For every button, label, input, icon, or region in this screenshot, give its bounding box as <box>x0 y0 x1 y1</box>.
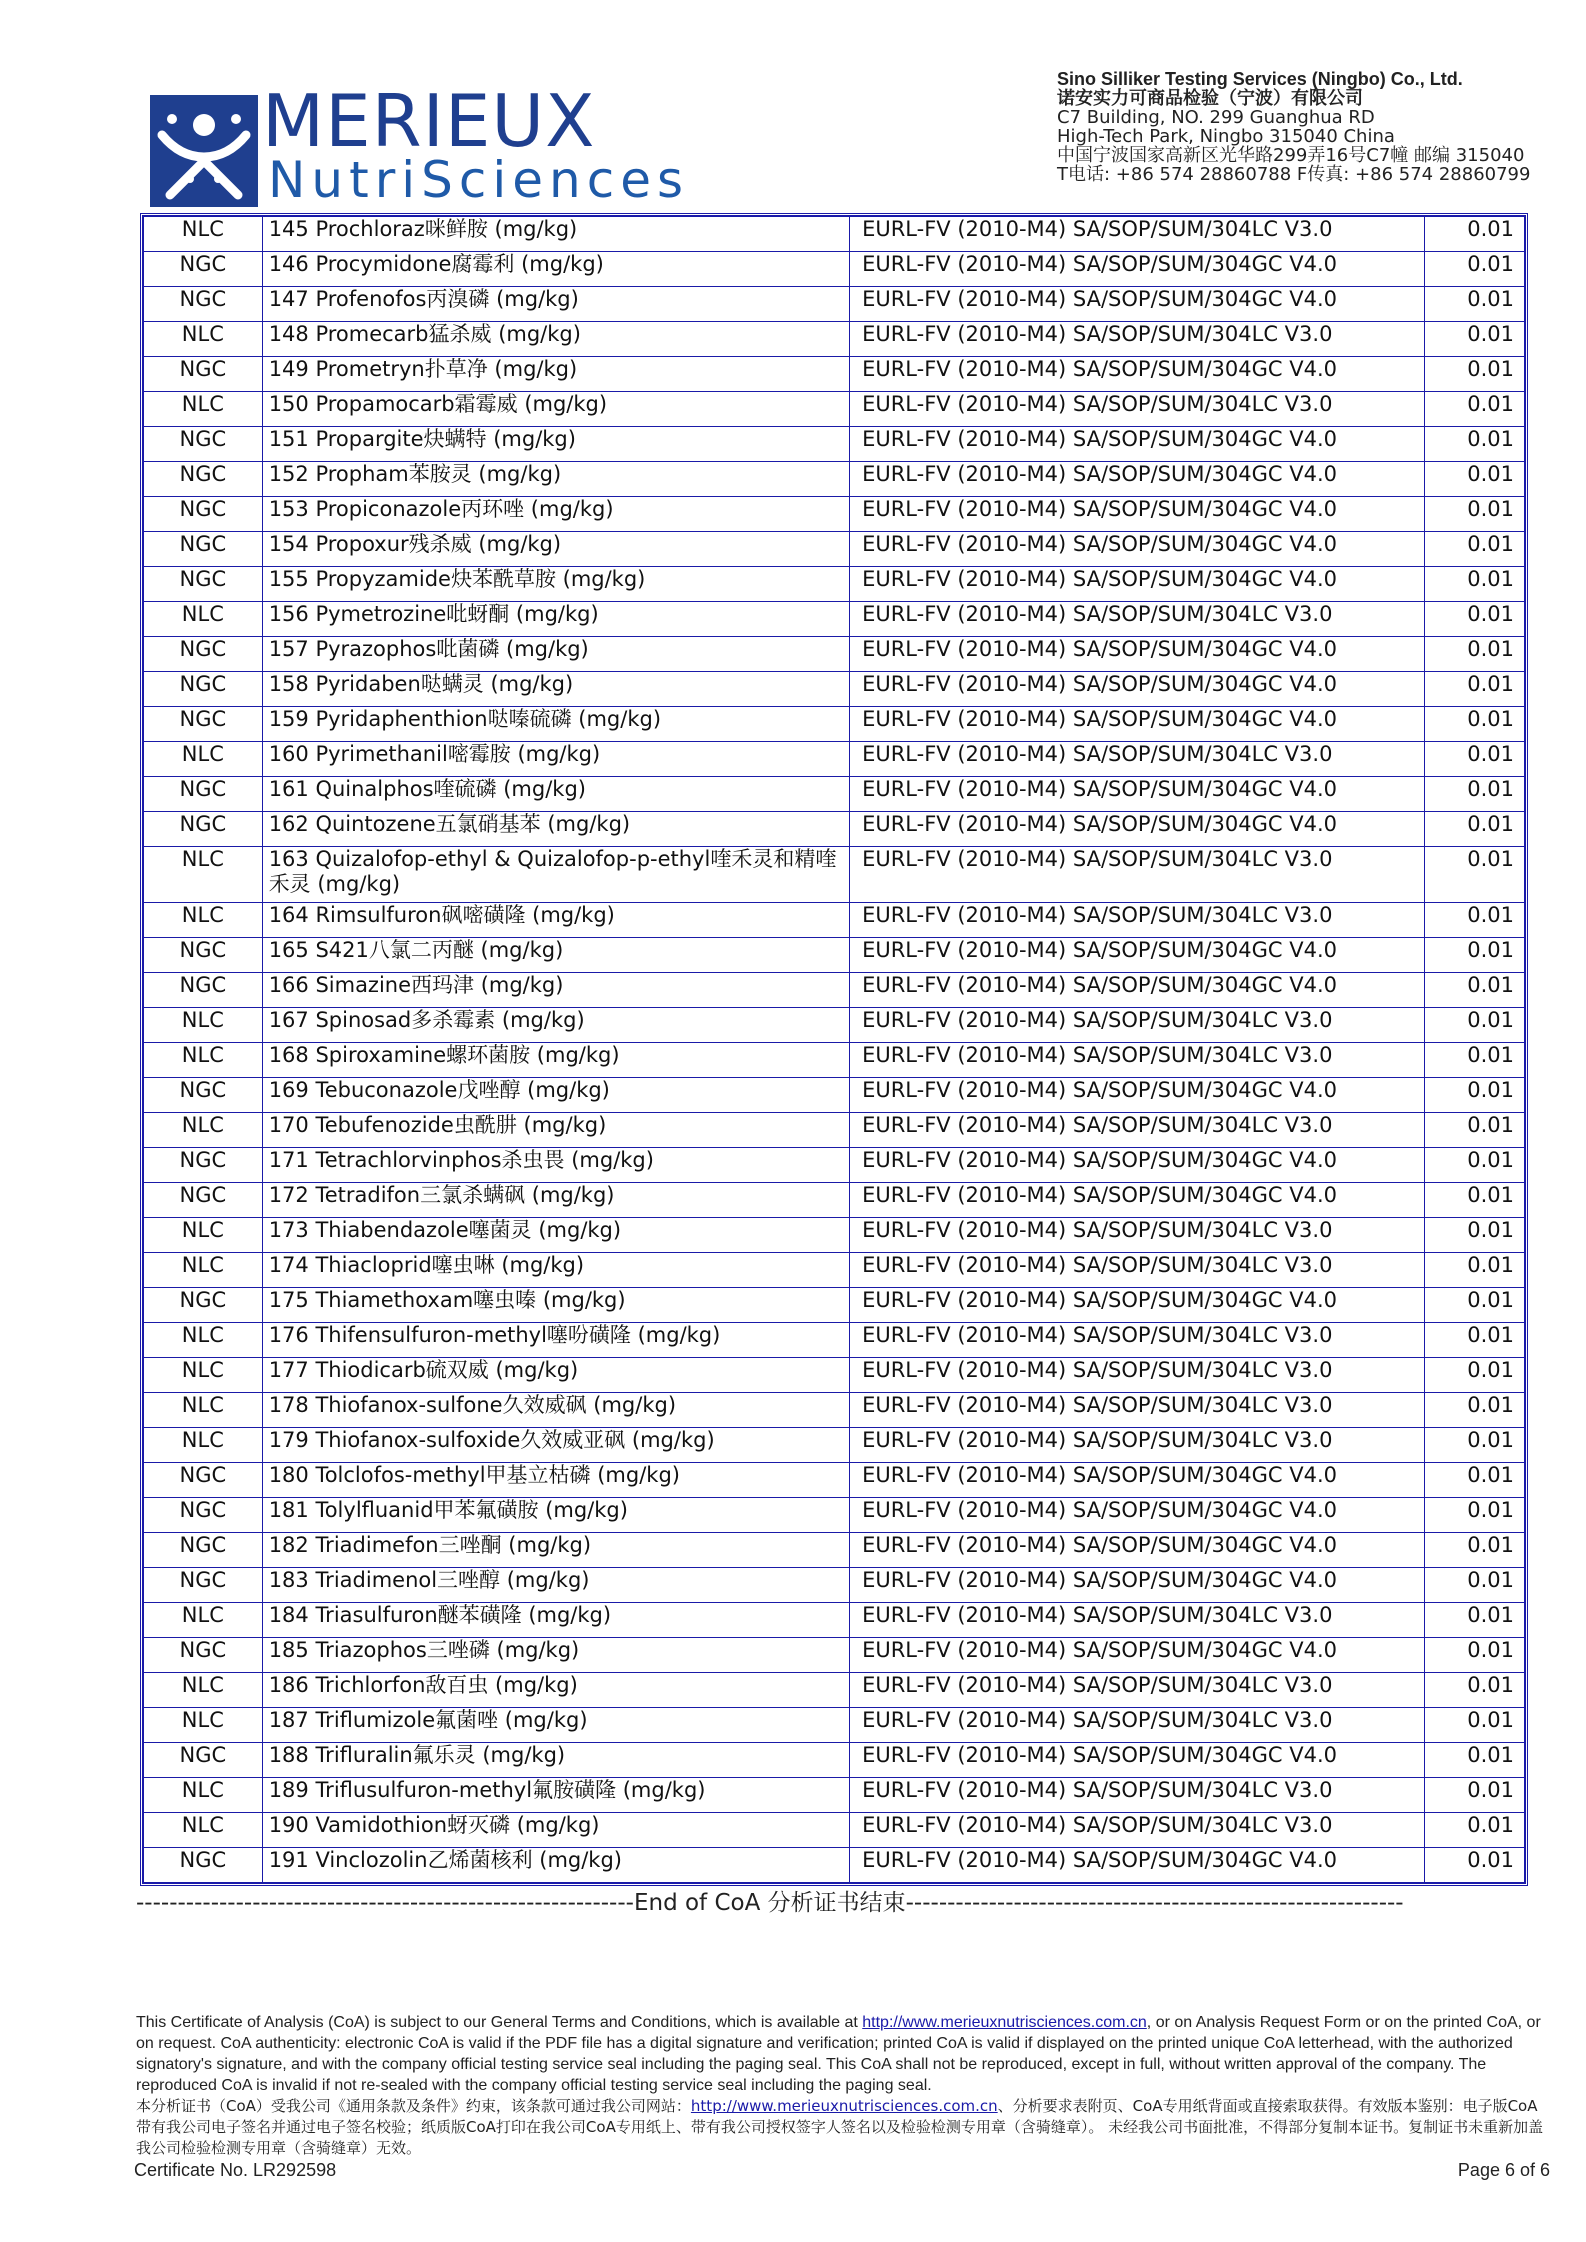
cell-method: EURL-FV (2010-M4) SA/SOP/SUM/304GC V4.0 <box>850 1463 1425 1498</box>
certificate-number: Certificate No. LR292598 <box>134 2160 337 2180</box>
cell-item: 179 Thiofanox-sulfoxide久效威亚砜 (mg/kg) <box>262 1428 849 1463</box>
cell-type: NGC <box>144 1848 263 1883</box>
cell-item: 161 Quinalphos喹硫磷 (mg/kg) <box>262 777 849 812</box>
cell-value: 0.01 <box>1425 497 1525 532</box>
cell-method: EURL-FV (2010-M4) SA/SOP/SUM/304GC V4.0 <box>850 1848 1425 1883</box>
cell-item: 168 Spiroxamine螺环菌胺 (mg/kg) <box>262 1043 849 1078</box>
results-table-body <box>144 217 1525 1883</box>
cell-method: EURL-FV (2010-M4) SA/SOP/SUM/304LC V3.0 <box>850 847 1425 903</box>
table-row <box>144 462 1525 497</box>
cell-value: 0.01 <box>1425 1008 1525 1043</box>
company-name-cn: 诺安实力可商品检验（宁波）有限公司 <box>1057 88 1363 109</box>
cell-method: EURL-FV (2010-M4) SA/SOP/SUM/304GC V4.0 <box>850 672 1425 707</box>
cell-item: 148 Promecarb猛杀威 (mg/kg) <box>262 322 849 357</box>
cell-item: 171 Tetrachlorvinphos杀虫畏 (mg/kg) <box>262 1148 849 1183</box>
cell-method: EURL-FV (2010-M4) SA/SOP/SUM/304LC V3.0 <box>850 217 1425 252</box>
cell-method: EURL-FV (2010-M4) SA/SOP/SUM/304GC V4.0 <box>850 707 1425 742</box>
cell-type: NLC <box>144 742 263 777</box>
table-row <box>144 1638 1525 1673</box>
cell-method: EURL-FV (2010-M4) SA/SOP/SUM/304GC V4.0 <box>850 357 1425 392</box>
cell-method: EURL-FV (2010-M4) SA/SOP/SUM/304LC V3.0 <box>850 1778 1425 1813</box>
table-row <box>144 1043 1525 1078</box>
cell-method: EURL-FV (2010-M4) SA/SOP/SUM/304LC V3.0 <box>850 392 1425 427</box>
cell-type: NLC <box>144 903 263 938</box>
table-row <box>144 742 1525 777</box>
cell-type: NGC <box>144 287 263 322</box>
cell-type: NGC <box>144 1148 263 1183</box>
cell-method: EURL-FV (2010-M4) SA/SOP/SUM/304GC V4.0 <box>850 462 1425 497</box>
cell-value: 0.01 <box>1425 462 1525 497</box>
cell-item: 186 Trichlorfon敌百虫 (mg/kg) <box>262 1673 849 1708</box>
cell-method: EURL-FV (2010-M4) SA/SOP/SUM/304LC V3.0 <box>850 1813 1425 1848</box>
cell-method: EURL-FV (2010-M4) SA/SOP/SUM/304GC V4.0 <box>850 973 1425 1008</box>
cell-method: EURL-FV (2010-M4) SA/SOP/SUM/304LC V3.0 <box>850 742 1425 777</box>
company-address-line1: C7 Building, NO. 299 Guanghua RD <box>1057 107 1375 128</box>
cell-type: NGC <box>144 462 263 497</box>
table-row <box>144 357 1525 392</box>
cell-type: NLC <box>144 1603 263 1638</box>
cell-value: 0.01 <box>1425 1743 1525 1778</box>
cell-item: 170 Tebufenozide虫酰肼 (mg/kg) <box>262 1113 849 1148</box>
cell-item: 154 Propoxur残杀威 (mg/kg) <box>262 532 849 567</box>
cell-method: EURL-FV (2010-M4) SA/SOP/SUM/304GC V4.0 <box>850 1498 1425 1533</box>
cell-item: 187 Triflumizole氟菌唑 (mg/kg) <box>262 1708 849 1743</box>
cell-type: NLC <box>144 1113 263 1148</box>
cell-method: EURL-FV (2010-M4) SA/SOP/SUM/304LC V3.0 <box>850 1008 1425 1043</box>
cell-item: 175 Thiamethoxam噻虫嗪 (mg/kg) <box>262 1288 849 1323</box>
cell-method: EURL-FV (2010-M4) SA/SOP/SUM/304GC V4.0 <box>850 1743 1425 1778</box>
cell-method: EURL-FV (2010-M4) SA/SOP/SUM/304LC V3.0 <box>850 1708 1425 1743</box>
cell-item: 169 Tebuconazole戊唑醇 (mg/kg) <box>262 1078 849 1113</box>
cell-value: 0.01 <box>1425 847 1525 903</box>
cell-type: NGC <box>144 1743 263 1778</box>
cell-value: 0.01 <box>1425 1568 1525 1603</box>
cell-item: 178 Thiofanox-sulfone久效威砜 (mg/kg) <box>262 1393 849 1428</box>
cell-type: NGC <box>144 1638 263 1673</box>
table-row <box>144 1218 1525 1253</box>
cell-value: 0.01 <box>1425 392 1525 427</box>
cell-type: NGC <box>144 1568 263 1603</box>
cell-item: 158 Pyridaben哒螨灵 (mg/kg) <box>262 672 849 707</box>
cell-method: EURL-FV (2010-M4) SA/SOP/SUM/304GC V4.0 <box>850 938 1425 973</box>
disclaimer <box>136 2012 1546 2159</box>
cell-value: 0.01 <box>1425 1813 1525 1848</box>
table-row <box>144 1708 1525 1743</box>
cell-item: 149 Prometryn扑草净 (mg/kg) <box>262 357 849 392</box>
cell-value: 0.01 <box>1425 1603 1525 1638</box>
cell-method: EURL-FV (2010-M4) SA/SOP/SUM/304GC V4.0 <box>850 427 1425 462</box>
cell-value: 0.01 <box>1425 903 1525 938</box>
cell-value: 0.01 <box>1425 812 1525 847</box>
cell-type: NGC <box>144 812 263 847</box>
table-row <box>144 1778 1525 1813</box>
cell-value: 0.01 <box>1425 1113 1525 1148</box>
table-row <box>144 1603 1525 1638</box>
cell-item: 165 S421八氯二丙醚 (mg/kg) <box>262 938 849 973</box>
cell-item: 177 Thiodicarb硫双威 (mg/kg) <box>262 1358 849 1393</box>
cell-value: 0.01 <box>1425 567 1525 602</box>
table-row <box>144 1358 1525 1393</box>
cell-method: EURL-FV (2010-M4) SA/SOP/SUM/304LC V3.0 <box>850 1603 1425 1638</box>
table-row <box>144 1743 1525 1778</box>
cell-value: 0.01 <box>1425 1218 1525 1253</box>
cell-value: 0.01 <box>1425 357 1525 392</box>
cell-item: 151 Propargite炔螨特 (mg/kg) <box>262 427 849 462</box>
table-row <box>144 1113 1525 1148</box>
table-row <box>144 602 1525 637</box>
table-row <box>144 1183 1525 1218</box>
cell-method: EURL-FV (2010-M4) SA/SOP/SUM/304LC V3.0 <box>850 1358 1425 1393</box>
cell-value: 0.01 <box>1425 287 1525 322</box>
cell-value: 0.01 <box>1425 1673 1525 1708</box>
disclaimer-cn <box>136 2096 1546 2159</box>
cell-item: 180 Tolclofos-methyl甲基立枯磷 (mg/kg) <box>262 1463 849 1498</box>
cell-item: 157 Pyrazophos吡菌磷 (mg/kg) <box>262 637 849 672</box>
disclaimer-cn-text: 本分析证书（CoA）受我公司《通用条款及条件》约束，该条款可通过我公司网站： <box>136 2097 691 2115</box>
cell-item: 159 Pyridaphenthion哒嗪硫磷 (mg/kg) <box>262 707 849 742</box>
table-row <box>144 322 1525 357</box>
cell-value: 0.01 <box>1425 1428 1525 1463</box>
table-row <box>144 1463 1525 1498</box>
cell-type: NGC <box>144 777 263 812</box>
table-row <box>144 812 1525 847</box>
cell-value: 0.01 <box>1425 602 1525 637</box>
table-row <box>144 1533 1525 1568</box>
cell-item: 166 Simazine西玛津 (mg/kg) <box>262 973 849 1008</box>
table-row <box>144 1008 1525 1043</box>
cell-item: 167 Spinosad多杀霉素 (mg/kg) <box>262 1008 849 1043</box>
cell-item: 172 Tetradifon三氯杀螨砜 (mg/kg) <box>262 1183 849 1218</box>
cell-value: 0.01 <box>1425 1253 1525 1288</box>
table-row <box>144 287 1525 322</box>
cell-type: NLC <box>144 1043 263 1078</box>
cell-type: NGC <box>144 357 263 392</box>
cell-type: NGC <box>144 938 263 973</box>
cell-method: EURL-FV (2010-M4) SA/SOP/SUM/304GC V4.0 <box>850 497 1425 532</box>
cell-value: 0.01 <box>1425 427 1525 462</box>
cell-method: EURL-FV (2010-M4) SA/SOP/SUM/304GC V4.0 <box>850 812 1425 847</box>
cell-item: 160 Pyrimethanil嘧霉胺 (mg/kg) <box>262 742 849 777</box>
table-row <box>144 1813 1525 1848</box>
cell-value: 0.01 <box>1425 973 1525 1008</box>
cell-method: EURL-FV (2010-M4) SA/SOP/SUM/304LC V3.0 <box>850 1323 1425 1358</box>
company-info <box>1057 70 1577 184</box>
cell-item: 188 Trifluralin氟乐灵 (mg/kg) <box>262 1743 849 1778</box>
table-row <box>144 1673 1525 1708</box>
table-row <box>144 1848 1525 1883</box>
table-row <box>144 847 1525 903</box>
cell-method: EURL-FV (2010-M4) SA/SOP/SUM/304GC V4.0 <box>850 777 1425 812</box>
cell-method: EURL-FV (2010-M4) SA/SOP/SUM/304LC V3.0 <box>850 1428 1425 1463</box>
cell-item: 184 Triasulfuron醚苯磺隆 (mg/kg) <box>262 1603 849 1638</box>
cell-method: EURL-FV (2010-M4) SA/SOP/SUM/304GC V4.0 <box>850 1638 1425 1673</box>
cell-type: NLC <box>144 322 263 357</box>
cell-type: NLC <box>144 392 263 427</box>
cell-item: 156 Pymetrozine吡蚜酮 (mg/kg) <box>262 602 849 637</box>
table-row <box>144 392 1525 427</box>
table-row <box>144 938 1525 973</box>
cell-item: 163 Quizalofop-ethyl & Quizalofop-p-ethyl喹禾灵和精喹禾灵 (mg/kg) <box>262 847 849 903</box>
merieux-logo <box>150 79 690 209</box>
cell-method: EURL-FV (2010-M4) SA/SOP/SUM/304LC V3.0 <box>850 1393 1425 1428</box>
cell-value: 0.01 <box>1425 1463 1525 1498</box>
cell-method: EURL-FV (2010-M4) SA/SOP/SUM/304GC V4.0 <box>850 1183 1425 1218</box>
table-row <box>144 777 1525 812</box>
cell-item: 147 Profenofos丙溴磷 (mg/kg) <box>262 287 849 322</box>
cell-value: 0.01 <box>1425 322 1525 357</box>
cell-method: EURL-FV (2010-M4) SA/SOP/SUM/304LC V3.0 <box>850 602 1425 637</box>
cell-type: NGC <box>144 1288 263 1323</box>
cell-type: NGC <box>144 973 263 1008</box>
cell-item: 173 Thiabendazole噻菌灵 (mg/kg) <box>262 1218 849 1253</box>
cell-type: NGC <box>144 1533 263 1568</box>
cell-type: NGC <box>144 532 263 567</box>
cell-value: 0.01 <box>1425 1848 1525 1883</box>
cell-type: NLC <box>144 1008 263 1043</box>
cell-method: EURL-FV (2010-M4) SA/SOP/SUM/304GC V4.0 <box>850 287 1425 322</box>
cell-method: EURL-FV (2010-M4) SA/SOP/SUM/304LC V3.0 <box>850 1253 1425 1288</box>
cell-type: NLC <box>144 1778 263 1813</box>
cell-item: 155 Propyzamide炔苯酰草胺 (mg/kg) <box>262 567 849 602</box>
cell-method: EURL-FV (2010-M4) SA/SOP/SUM/304GC V4.0 <box>850 532 1425 567</box>
cell-item: 189 Triflusulfuron-methyl氟胺磺隆 (mg/kg) <box>262 1778 849 1813</box>
cell-type: NLC <box>144 1813 263 1848</box>
cell-item: 152 Propham苯胺灵 (mg/kg) <box>262 462 849 497</box>
cell-item: 145 Prochloraz咪鲜胺 (mg/kg) <box>262 217 849 252</box>
company-phone: T电话: +86 574 28860788 F传真: +86 574 28860799 <box>1057 164 1531 185</box>
cell-type: NGC <box>144 707 263 742</box>
table-row <box>144 427 1525 462</box>
cell-type: NLC <box>144 1253 263 1288</box>
cell-type: NLC <box>144 602 263 637</box>
cell-method: EURL-FV (2010-M4) SA/SOP/SUM/304GC V4.0 <box>850 1078 1425 1113</box>
cell-type: NLC <box>144 1428 263 1463</box>
cell-type: NLC <box>144 1218 263 1253</box>
cell-item: 183 Triadimenol三唑醇 (mg/kg) <box>262 1568 849 1603</box>
cell-type: NLC <box>144 1358 263 1393</box>
cell-method: EURL-FV (2010-M4) SA/SOP/SUM/304LC V3.0 <box>850 322 1425 357</box>
table-row <box>144 1393 1525 1428</box>
cell-type: NLC <box>144 1393 263 1428</box>
cell-value: 0.01 <box>1425 1183 1525 1218</box>
cell-item: 190 Vamidothion蚜灭磷 (mg/kg) <box>262 1813 849 1848</box>
table-row <box>144 567 1525 602</box>
cell-value: 0.01 <box>1425 777 1525 812</box>
table-row <box>144 973 1525 1008</box>
cell-value: 0.01 <box>1425 637 1525 672</box>
table-row <box>144 707 1525 742</box>
table-row <box>144 1288 1525 1323</box>
cell-value: 0.01 <box>1425 1323 1525 1358</box>
cell-value: 0.01 <box>1425 1393 1525 1428</box>
cell-type: NGC <box>144 1183 263 1218</box>
table-row <box>144 532 1525 567</box>
table-row <box>144 497 1525 532</box>
cell-method: EURL-FV (2010-M4) SA/SOP/SUM/304GC V4.0 <box>850 1568 1425 1603</box>
cell-type: NGC <box>144 252 263 287</box>
table-row <box>144 1428 1525 1463</box>
cell-type: NLC <box>144 1708 263 1743</box>
cell-value: 0.01 <box>1425 1533 1525 1568</box>
cell-value: 0.01 <box>1425 532 1525 567</box>
disclaimer-cn-text-cont: 、分析要求表附页、CoA专用纸背面或直接索取获得。有效版本鉴别：电子版CoA带有我公司电子签名并通过电子签名校验；纸质版CoA打印在我公司CoA专用纸上、带有我公司授权签字人签名以及检验检测专用章（含骑缝章）。 未经我公司书面批准，不得部分复制本证书。复制证书未重新加盖我公司检验检测专用章（含骑缝章）无效。 <box>136 2097 1544 2157</box>
cell-method: EURL-FV (2010-M4) SA/SOP/SUM/304GC V4.0 <box>850 1533 1425 1568</box>
company-address-line2: High-Tech Park, Ningbo 315040 China <box>1057 126 1395 147</box>
cell-item: 182 Triadimefon三唑酮 (mg/kg) <box>262 1533 849 1568</box>
table-row <box>144 1498 1525 1533</box>
cell-method: EURL-FV (2010-M4) SA/SOP/SUM/304GC V4.0 <box>850 637 1425 672</box>
cell-type: NGC <box>144 637 263 672</box>
cell-method: EURL-FV (2010-M4) SA/SOP/SUM/304GC V4.0 <box>850 1288 1425 1323</box>
cell-method: EURL-FV (2010-M4) SA/SOP/SUM/304GC V4.0 <box>850 252 1425 287</box>
cell-method: EURL-FV (2010-M4) SA/SOP/SUM/304GC V4.0 <box>850 567 1425 602</box>
cell-type: NLC <box>144 217 263 252</box>
cell-item: 174 Thiacloprid噻虫啉 (mg/kg) <box>262 1253 849 1288</box>
cell-type: NLC <box>144 847 263 903</box>
cell-type: NGC <box>144 1498 263 1533</box>
disclaimer-en-text-cont: , or on Analysis Request Form or on the printed CoA, or on request. CoA authenticity: electronic CoA is valid if the PDF file has a digital signature and verification; printed CoA is valid if displayed on the printed unique CoA letterhead, with the authorized signatory's signature, and with the company official testing service seal including the paging seal. This CoA shall not be reproduced, except in full, without written approval of the company. The reproduced CoA is invalid if not re-sealed with the company official testing service seal including the paging seal. <box>136 2014 1541 2094</box>
cell-type: NGC <box>144 1078 263 1113</box>
cell-item: 164 Rimsulfuron砜嘧磺隆 (mg/kg) <box>262 903 849 938</box>
end-of-coa-marker: ------------------------------------------------------------End of CoA 分析证书结束------------------------------------------------------------ <box>136 1890 1404 1916</box>
cell-value: 0.01 <box>1425 1778 1525 1813</box>
cell-type: NGC <box>144 672 263 707</box>
cell-value: 0.01 <box>1425 1078 1525 1113</box>
cell-value: 0.01 <box>1425 672 1525 707</box>
cell-type: NLC <box>144 1323 263 1358</box>
results-table <box>140 213 1528 1886</box>
cell-value: 0.01 <box>1425 1288 1525 1323</box>
table-row <box>144 217 1525 252</box>
cell-item: 162 Quintozene五氯硝基苯 (mg/kg) <box>262 812 849 847</box>
cell-method: EURL-FV (2010-M4) SA/SOP/SUM/304LC V3.0 <box>850 1043 1425 1078</box>
cell-type: NGC <box>144 1463 263 1498</box>
table-row <box>144 1078 1525 1113</box>
cell-method: EURL-FV (2010-M4) SA/SOP/SUM/304LC V3.0 <box>850 1218 1425 1253</box>
cell-item: 191 Vinclozolin乙烯菌核利 (mg/kg) <box>262 1848 849 1883</box>
cell-method: EURL-FV (2010-M4) SA/SOP/SUM/304LC V3.0 <box>850 903 1425 938</box>
table-row <box>144 1323 1525 1358</box>
cell-item: 185 Triazophos三唑磷 (mg/kg) <box>262 1638 849 1673</box>
table-row <box>144 252 1525 287</box>
disclaimer-en <box>136 2012 1546 2096</box>
company-name-en: Sino Silliker Testing Services (Ningbo) Co., Ltd. <box>1057 69 1463 89</box>
terms-link-cn[interactable]: http://www.merieuxnutrisciences.com.cn <box>690 2097 998 2115</box>
table-row <box>144 637 1525 672</box>
disclaimer-en-text: This Certificate of Analysis (CoA) is subject to our General Terms and Conditions, which is available at <box>136 2014 863 2031</box>
cell-type: NGC <box>144 497 263 532</box>
cell-value: 0.01 <box>1425 1043 1525 1078</box>
cell-value: 0.01 <box>1425 1498 1525 1533</box>
cell-item: 150 Propamocarb霜霉威 (mg/kg) <box>262 392 849 427</box>
cell-value: 0.01 <box>1425 252 1525 287</box>
cell-method: EURL-FV (2010-M4) SA/SOP/SUM/304GC V4.0 <box>850 1148 1425 1183</box>
cell-value: 0.01 <box>1425 1148 1525 1183</box>
cell-item: 181 Tolylfluanid甲苯氟磺胺 (mg/kg) <box>262 1498 849 1533</box>
table-row <box>144 672 1525 707</box>
cell-value: 0.01 <box>1425 1708 1525 1743</box>
cell-item: 146 Procymidone腐霉利 (mg/kg) <box>262 252 849 287</box>
cell-item: 153 Propiconazole丙环唑 (mg/kg) <box>262 497 849 532</box>
cell-value: 0.01 <box>1425 1358 1525 1393</box>
cell-value: 0.01 <box>1425 938 1525 973</box>
company-address-cn: 中国宁波国家高新区光华路299弄16号C7幢 邮编 315040 <box>1057 145 1525 166</box>
logo-emblem-icon <box>150 95 258 207</box>
cell-method: EURL-FV (2010-M4) SA/SOP/SUM/304LC V3.0 <box>850 1673 1425 1708</box>
logo-word-merieux: MERIEUX <box>262 79 596 163</box>
page-number: Page 6 of 6 <box>1457 2160 1550 2180</box>
cell-method: EURL-FV (2010-M4) SA/SOP/SUM/304LC V3.0 <box>850 1113 1425 1148</box>
cell-value: 0.01 <box>1425 217 1525 252</box>
cell-type: NGC <box>144 427 263 462</box>
cell-value: 0.01 <box>1425 707 1525 742</box>
cell-type: NLC <box>144 1673 263 1708</box>
table-row <box>144 903 1525 938</box>
cell-item: 176 Thifensulfuron-methyl噻吩磺隆 (mg/kg) <box>262 1323 849 1358</box>
logo-word-nutrisciences: NutriSciences <box>268 151 690 209</box>
table-row <box>144 1148 1525 1183</box>
cell-value: 0.01 <box>1425 1638 1525 1673</box>
table-row <box>144 1568 1525 1603</box>
table-row <box>144 1253 1525 1288</box>
terms-link[interactable]: http://www.merieuxnutrisciences.com.cn <box>862 2014 1147 2031</box>
cell-value: 0.01 <box>1425 742 1525 777</box>
cell-type: NGC <box>144 567 263 602</box>
